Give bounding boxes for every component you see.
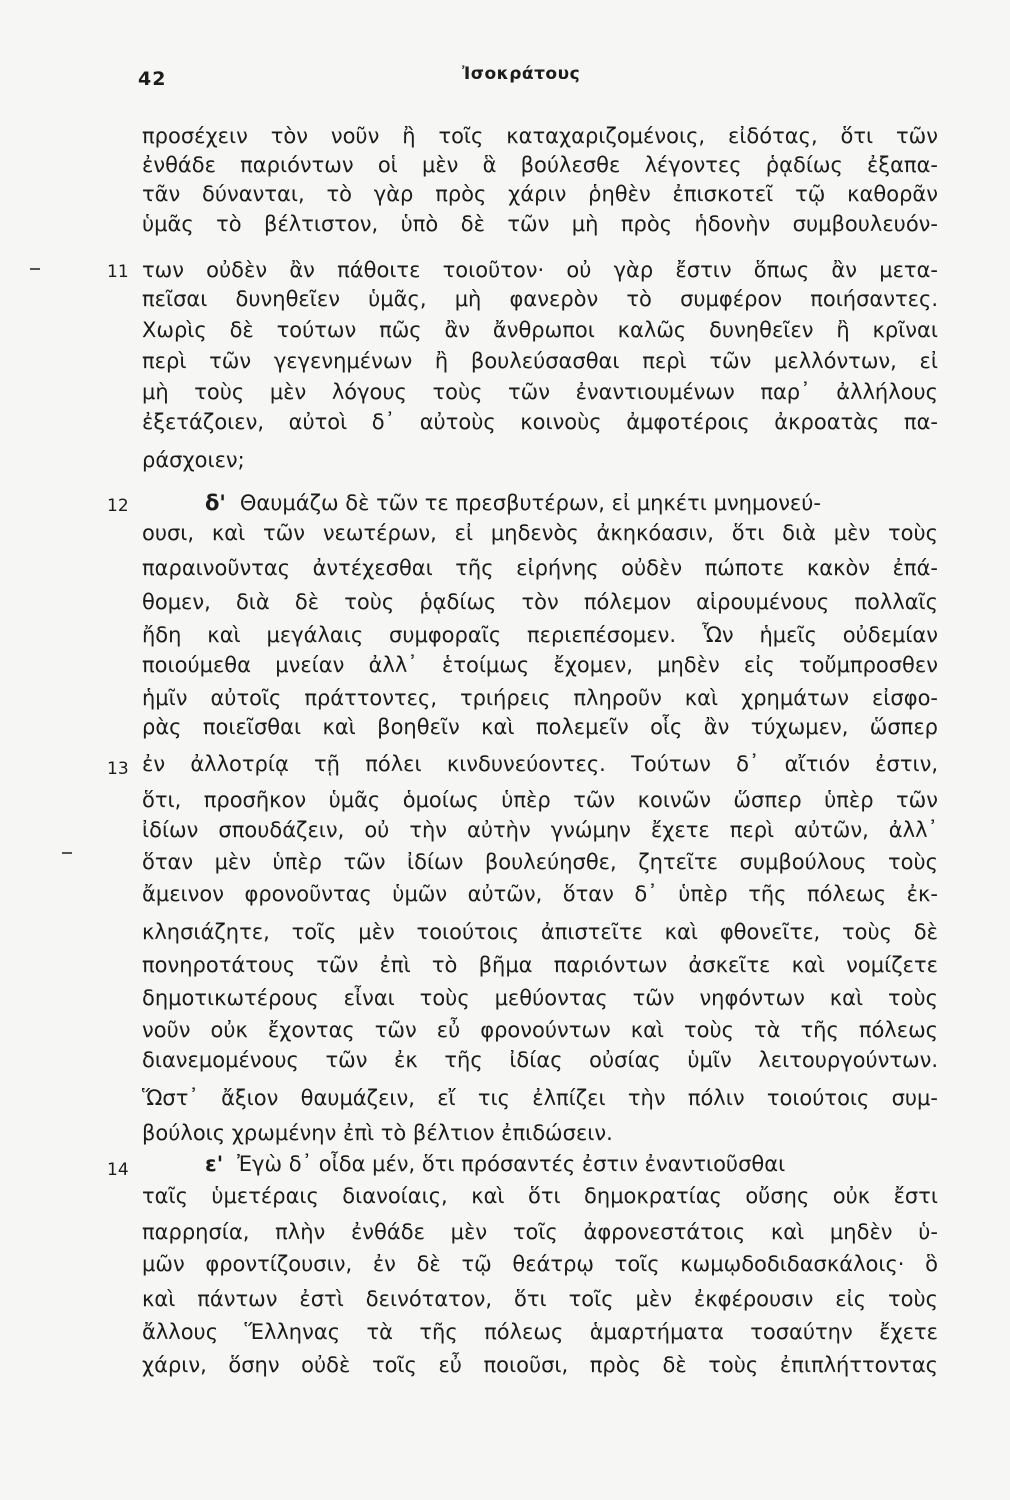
text-line: προσέχειν τὸν νοῦν ἢ τοῖς καταχαριζομένοις, εἰδότας, ὅτι τῶν xyxy=(142,124,938,148)
text-line: θομεν, διὰ δὲ τοὺς ῥᾳδίως τὸν πόλεμον αἱρουμένους πολλαῖς xyxy=(142,590,938,614)
section-number-11: 11 xyxy=(107,262,129,282)
text-line: ράσχοιεν; xyxy=(142,448,245,472)
text-line: νοῦν οὐκ ἔχοντας τῶν εὖ φρονούντων καὶ τοὺς τὰ τῆς πόλεως xyxy=(142,1018,938,1042)
text-line: ὅτι, προσῆκον ὑμᾶς ὁμοίως ὑπὲρ τῶν κοινῶν ὥσπερ ὑπὲρ τῶν xyxy=(142,788,938,812)
text-line: πεῖσαι δυνηθεῖεν ὑμᾶς, μὴ φανερὸν τὸ συμφέρον ποιήσαντες. xyxy=(142,287,938,311)
text-line: ἡμῖν αὐτοῖς πράττοντες, τριήρεις πληροῦν καὶ χρημάτων εἰσφο- xyxy=(142,686,938,710)
chapter-letter-e: ε' xyxy=(205,1152,224,1176)
text-line: ρὰς ποιεῖσθαι καὶ βοηθεῖν καὶ πολεμεῖν οἷς ἂν τύχωμεν, ὥσπερ xyxy=(142,715,938,739)
text-line: δημοτικωτέρους εἶναι τοὺς μεθύοντας τῶν νηφόντων καὶ τοὺς xyxy=(142,986,938,1010)
text-line: παρρησία, πλὴν ἐνθάδε μὲν τοῖς ἀφρονεστάτοις καὶ μηδὲν ὑ- xyxy=(142,1220,938,1244)
page-number: 42 xyxy=(138,68,167,90)
running-title: Ἰσοκράτους xyxy=(462,64,581,84)
chapter-e-first-line xyxy=(205,1150,938,1178)
text-line: ἰδίων σπουδάζειν, οὐ τὴν αὐτὴν γνώμην ἔχετε περὶ αὐτῶν, ἀλλ᾽ xyxy=(142,818,938,842)
chapter-letter-d: δ' xyxy=(205,491,226,515)
text-line: των οὐδὲν ἂν πάθοιτε τοιοῦτον· οὐ γὰρ ἔστιν ὅπως ἂν μετα- xyxy=(142,258,938,282)
section-number-14: 14 xyxy=(107,1160,129,1180)
text-line: πονηροτάτους τῶν ἐπὶ τὸ βῆμα παριόντων ἀσκεῖτε καὶ νομίζετε xyxy=(142,953,938,977)
text-line: τᾶν δύνανται, τὸ γὰρ πρὸς χάριν ῥηθὲν ἐπισκοτεῖ τῷ καθορᾶν xyxy=(142,182,938,206)
text-line: ταῖς ὑμετέραις διανοίαις, καὶ ὅτι δημοκρατίας οὔσης οὐκ ἔστι xyxy=(142,1184,938,1208)
text-line: Χωρὶς δὲ τούτων πῶς ἂν ἄνθρωποι καλῶς δυνηθεῖεν ἢ κρῖναι xyxy=(142,318,938,342)
text-line: ὅταν μὲν ὑπὲρ τῶν ἰδίων βουλεύησθε, ζητεῖτε συμβούλους τοὺς xyxy=(142,850,938,874)
margin-mark xyxy=(30,268,40,270)
text-line: μὴ τοὺς μὲν λόγους τοὺς τῶν ἐναντιουμένων παρ᾽ ἀλλήλους xyxy=(142,380,938,404)
text-line: ἄλλους Ἕλληνας τὰ τῆς πόλεως ἁμαρτήματα τοσαύτην ἔχετε xyxy=(142,1320,938,1344)
section-number-12: 12 xyxy=(107,496,129,516)
section-number-13: 13 xyxy=(107,759,129,779)
chapter-d-first-line xyxy=(205,489,938,517)
margin-mark xyxy=(62,852,72,854)
text-line: ἐν ἀλλοτρίᾳ τῇ πόλει κινδυνεύοντες. Τούτων δ᾽ αἴτιόν ἐστιν, xyxy=(142,752,938,776)
text-line: Ἐγὼ δ᾽ οἶδα μέν, ὅτι πρόσαντές ἐστιν ἐναντιοῦσθαι xyxy=(237,1152,786,1176)
text-line: ἐξετάζοιεν, αὐτοὶ δ᾽ αὐτοὺς κοινοὺς ἀμφοτέροις ἀκροατὰς πα- xyxy=(142,410,938,434)
text-line: ποιούμεθα μνείαν ἀλλ᾽ ἑτοίμως ἔχομεν, μηδὲν εἰς τοὔμπροσθεν xyxy=(142,653,938,677)
text-line: παραινοῦντας ἀντέχεσθαι τῆς εἰρήνης οὐδὲν πώποτε κακὸν ἐπά- xyxy=(142,556,938,580)
text-line: ὑμᾶς τὸ βέλτιστον, ὑπὸ δὲ τῶν μὴ πρὸς ἡδονὴν συμβουλευόν- xyxy=(142,212,938,236)
text-line: ἐνθάδε παριόντων οἱ μὲν ἃ βούλεσθε λέγοντες ῥᾳδίως ἐξαπα- xyxy=(142,153,938,177)
text-line: μῶν φροντίζουσιν, ἐν δὲ τῷ θεάτρῳ τοῖς κωμῳδοδιδασκάλοις· ὃ xyxy=(142,1252,938,1276)
text-line: ἄμεινον φρονοῦντας ὑμῶν αὐτῶν, ὅταν δ᾽ ὑπὲρ τῆς πόλεως ἐκ- xyxy=(142,882,938,906)
text-line: διανεμομένους τῶν ἐκ τῆς ἰδίας οὐσίας ὑμῖν λειτουργούντων. xyxy=(142,1048,938,1072)
text-line: Θαυμάζω δὲ τῶν τε πρεσβυτέρων, εἰ μηκέτι μνημονεύ- xyxy=(239,491,821,515)
text-line: καὶ πάντων ἐστὶ δεινότατον, ὅτι τοῖς μὲν ἐκφέρουσιν εἰς τοὺς xyxy=(142,1287,938,1311)
text-line: κλησιάζητε, τοῖς μὲν τοιούτοις ἀπιστεῖτε καὶ φθονεῖτε, τοὺς δὲ xyxy=(142,920,938,944)
text-line: περὶ τῶν γεγενημένων ἢ βουλεύσασθαι περὶ τῶν μελλόντων, εἰ xyxy=(142,349,938,373)
text-line: βούλοις χρωμένην ἐπὶ τὸ βέλτιον ἐπιδώσειν. xyxy=(142,1121,613,1145)
text-line: Ὥστ᾽ ἄξιον θαυμάζειν, εἴ τις ἐλπίζει τὴν πόλιν τοιούτοις συμ- xyxy=(142,1086,938,1110)
text-line: ἤδη καὶ μεγάλαις συμφοραῖς περιεπέσομεν. Ὧν ἡμεῖς οὐδεμίαν xyxy=(142,623,938,647)
text-line: χάριν, ὅσην οὐδὲ τοῖς εὖ ποιοῦσι, πρὸς δὲ τοὺς ἐπιπλήττοντας xyxy=(142,1353,938,1377)
text-line: ουσι, καὶ τῶν νεωτέρων, εἰ μηδενὸς ἀκηκόασιν, ὅτι διὰ μὲν τοὺς xyxy=(142,521,938,545)
